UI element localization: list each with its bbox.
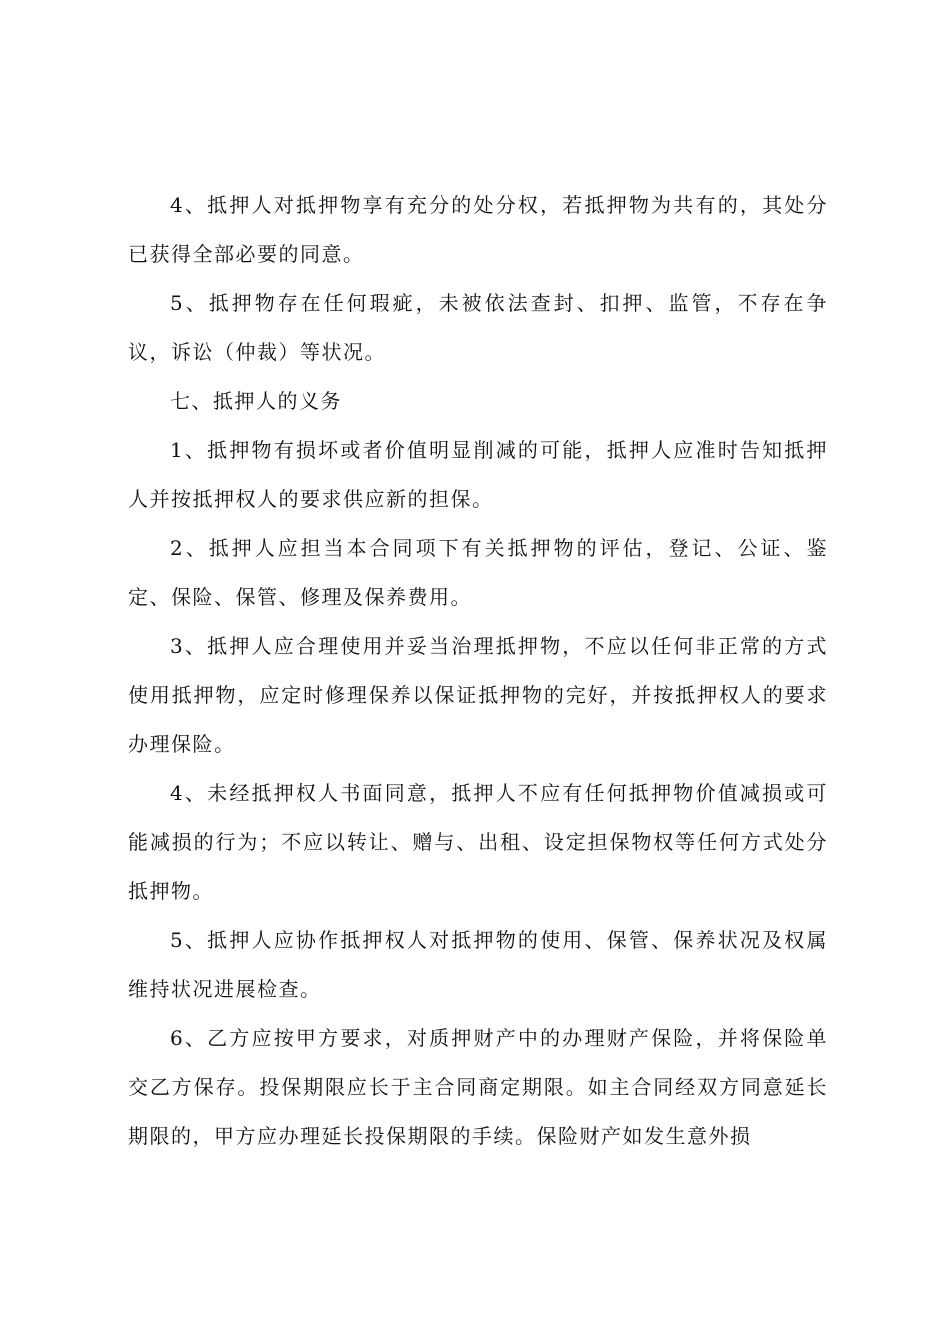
obligation-4-no-impairment: 4、未经抵押权人书面同意，抵押人不应有任何抵押物价值减损或可能减损的行为；不应以转让、赠与、出租、设定担保物权等任何方式处分抵押物。	[128, 781, 828, 903]
clause-4-disposal-right: 4、抵押人对抵押物享有充分的处分权，若抵押物为共有的，其处分已获得全部必要的同意。	[128, 193, 828, 266]
document-body	[128, 181, 828, 1161]
section-heading-obligations: 七、抵押人的义务	[170, 389, 342, 413]
clause-5-no-defects: 5、抵押物存在任何瑕疵，未被依法查封、扣押、监管，不存在争议，诉讼（仲裁）等状况。	[128, 291, 828, 364]
obligation-2-costs: 2、抵押人应担当本合同项下有关抵押物的评估，登记、公证、鉴定、保险、保管、修理及保养费用。	[128, 536, 828, 609]
obligation-1-notify: 1、抵押物有损坏或者价值明显削减的可能，抵押人应准时告知抵押人并按抵押权人的要求供应新的担保。	[128, 438, 828, 511]
obligation-6-insurance: 6、乙方应按甲方要求，对质押财产中的办理财产保险，并将保险单交乙方保存。投保期限应长于主合同商定期限。如主合同经双方同意延长期限的，甲方应办理延长投保期限的手续。保险财产如发生意外损	[128, 1026, 828, 1148]
obligation-5-inspection: 5、抵押人应协作抵押权人对抵押物的使用、保管、保养状况及权属维持状况进展检查。	[128, 928, 828, 1001]
obligation-3-maintenance: 3、抵押人应合理使用并妥当治理抵押物，不应以任何非正常的方式使用抵押物，应定时修理保养以保证抵押物的完好，并按抵押权人的要求办理保险。	[128, 634, 828, 756]
